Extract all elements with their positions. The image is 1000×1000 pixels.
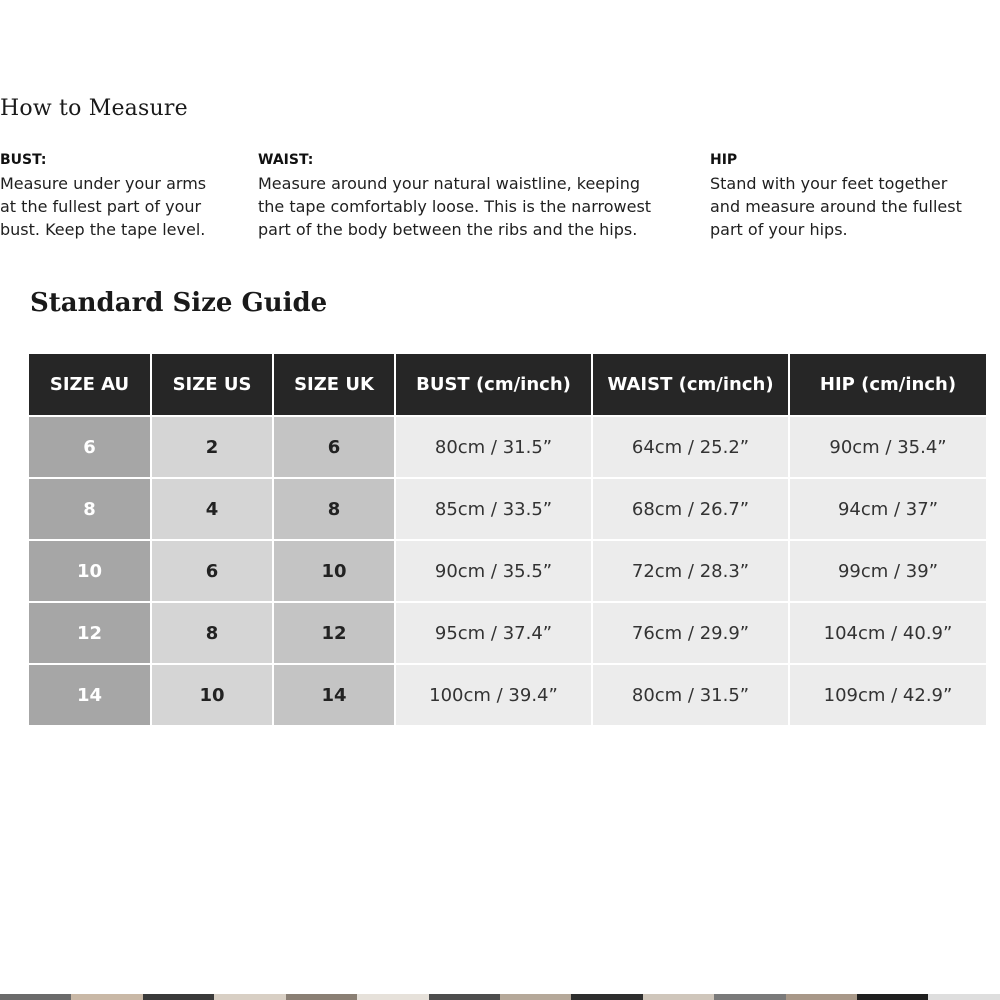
cell-size-us: 2 (151, 416, 273, 478)
cell-bust: 80cm / 31.5” (395, 416, 592, 478)
size-guide-title: Standard Size Guide (30, 288, 328, 318)
cell-size-au: 14 (29, 664, 151, 725)
cell-size-au: 6 (29, 416, 151, 478)
bust-instructions (0, 150, 240, 241)
table-row (29, 664, 986, 725)
cell-waist: 76cm / 29.9” (592, 602, 789, 664)
thumbnail-strip (0, 994, 1000, 1000)
header-waist: WAIST (cm/inch) (592, 354, 789, 416)
header-size-uk: SIZE UK (273, 354, 395, 416)
cell-size-us: 6 (151, 540, 273, 602)
header-bust: BUST (cm/inch) (395, 354, 592, 416)
cell-bust: 85cm / 33.5” (395, 478, 592, 540)
cell-waist: 68cm / 26.7” (592, 478, 789, 540)
cell-hip: 104cm / 40.9” (789, 602, 986, 664)
cell-bust: 100cm / 39.4” (395, 664, 592, 725)
cell-hip: 99cm / 39” (789, 540, 986, 602)
table-row (29, 416, 986, 478)
waist-label: WAIST: (258, 152, 314, 168)
cell-hip: 90cm / 35.4” (789, 416, 986, 478)
cell-hip: 109cm / 42.9” (789, 664, 986, 725)
cell-hip: 94cm / 37” (789, 478, 986, 540)
cell-size-uk: 10 (273, 540, 395, 602)
cell-size-uk: 8 (273, 478, 395, 540)
cell-size-uk: 14 (273, 664, 395, 725)
cell-size-au: 8 (29, 478, 151, 540)
size-guide-table (29, 354, 986, 725)
waist-description: Measure around your natural waistline, keeping the tape comfortably loose. This is the narrowest part of the body between the ribs and the hips. (258, 174, 652, 239)
cell-waist: 80cm / 31.5” (592, 664, 789, 725)
table-row (29, 602, 986, 664)
table-row (29, 540, 986, 602)
hip-description: Stand with your feet together and measure around the fullest part of your hips. (710, 174, 962, 239)
cell-waist: 72cm / 28.3” (592, 540, 789, 602)
cell-size-au: 12 (29, 602, 151, 664)
cell-size-uk: 12 (273, 602, 395, 664)
table-header-row (29, 354, 986, 416)
cell-size-au: 10 (29, 540, 151, 602)
cell-bust: 95cm / 37.4” (395, 602, 592, 664)
header-hip: HIP (cm/inch) (789, 354, 986, 416)
header-size-au: SIZE AU (29, 354, 151, 416)
table-row (29, 478, 986, 540)
cell-size-us: 8 (151, 602, 273, 664)
header-size-us: SIZE US (151, 354, 273, 416)
cell-size-us: 4 (151, 478, 273, 540)
hip-label: HIP (710, 152, 738, 168)
how-to-measure-title: How to Measure (0, 96, 188, 121)
hip-instructions (710, 150, 995, 241)
cell-size-us: 10 (151, 664, 273, 725)
bust-label: BUST: (0, 152, 47, 168)
bust-description: Measure under your arms at the fullest part of your bust. Keep the tape level. (0, 174, 207, 239)
cell-size-uk: 6 (273, 416, 395, 478)
waist-instructions (258, 150, 698, 241)
cell-waist: 64cm / 25.2” (592, 416, 789, 478)
cell-bust: 90cm / 35.5” (395, 540, 592, 602)
